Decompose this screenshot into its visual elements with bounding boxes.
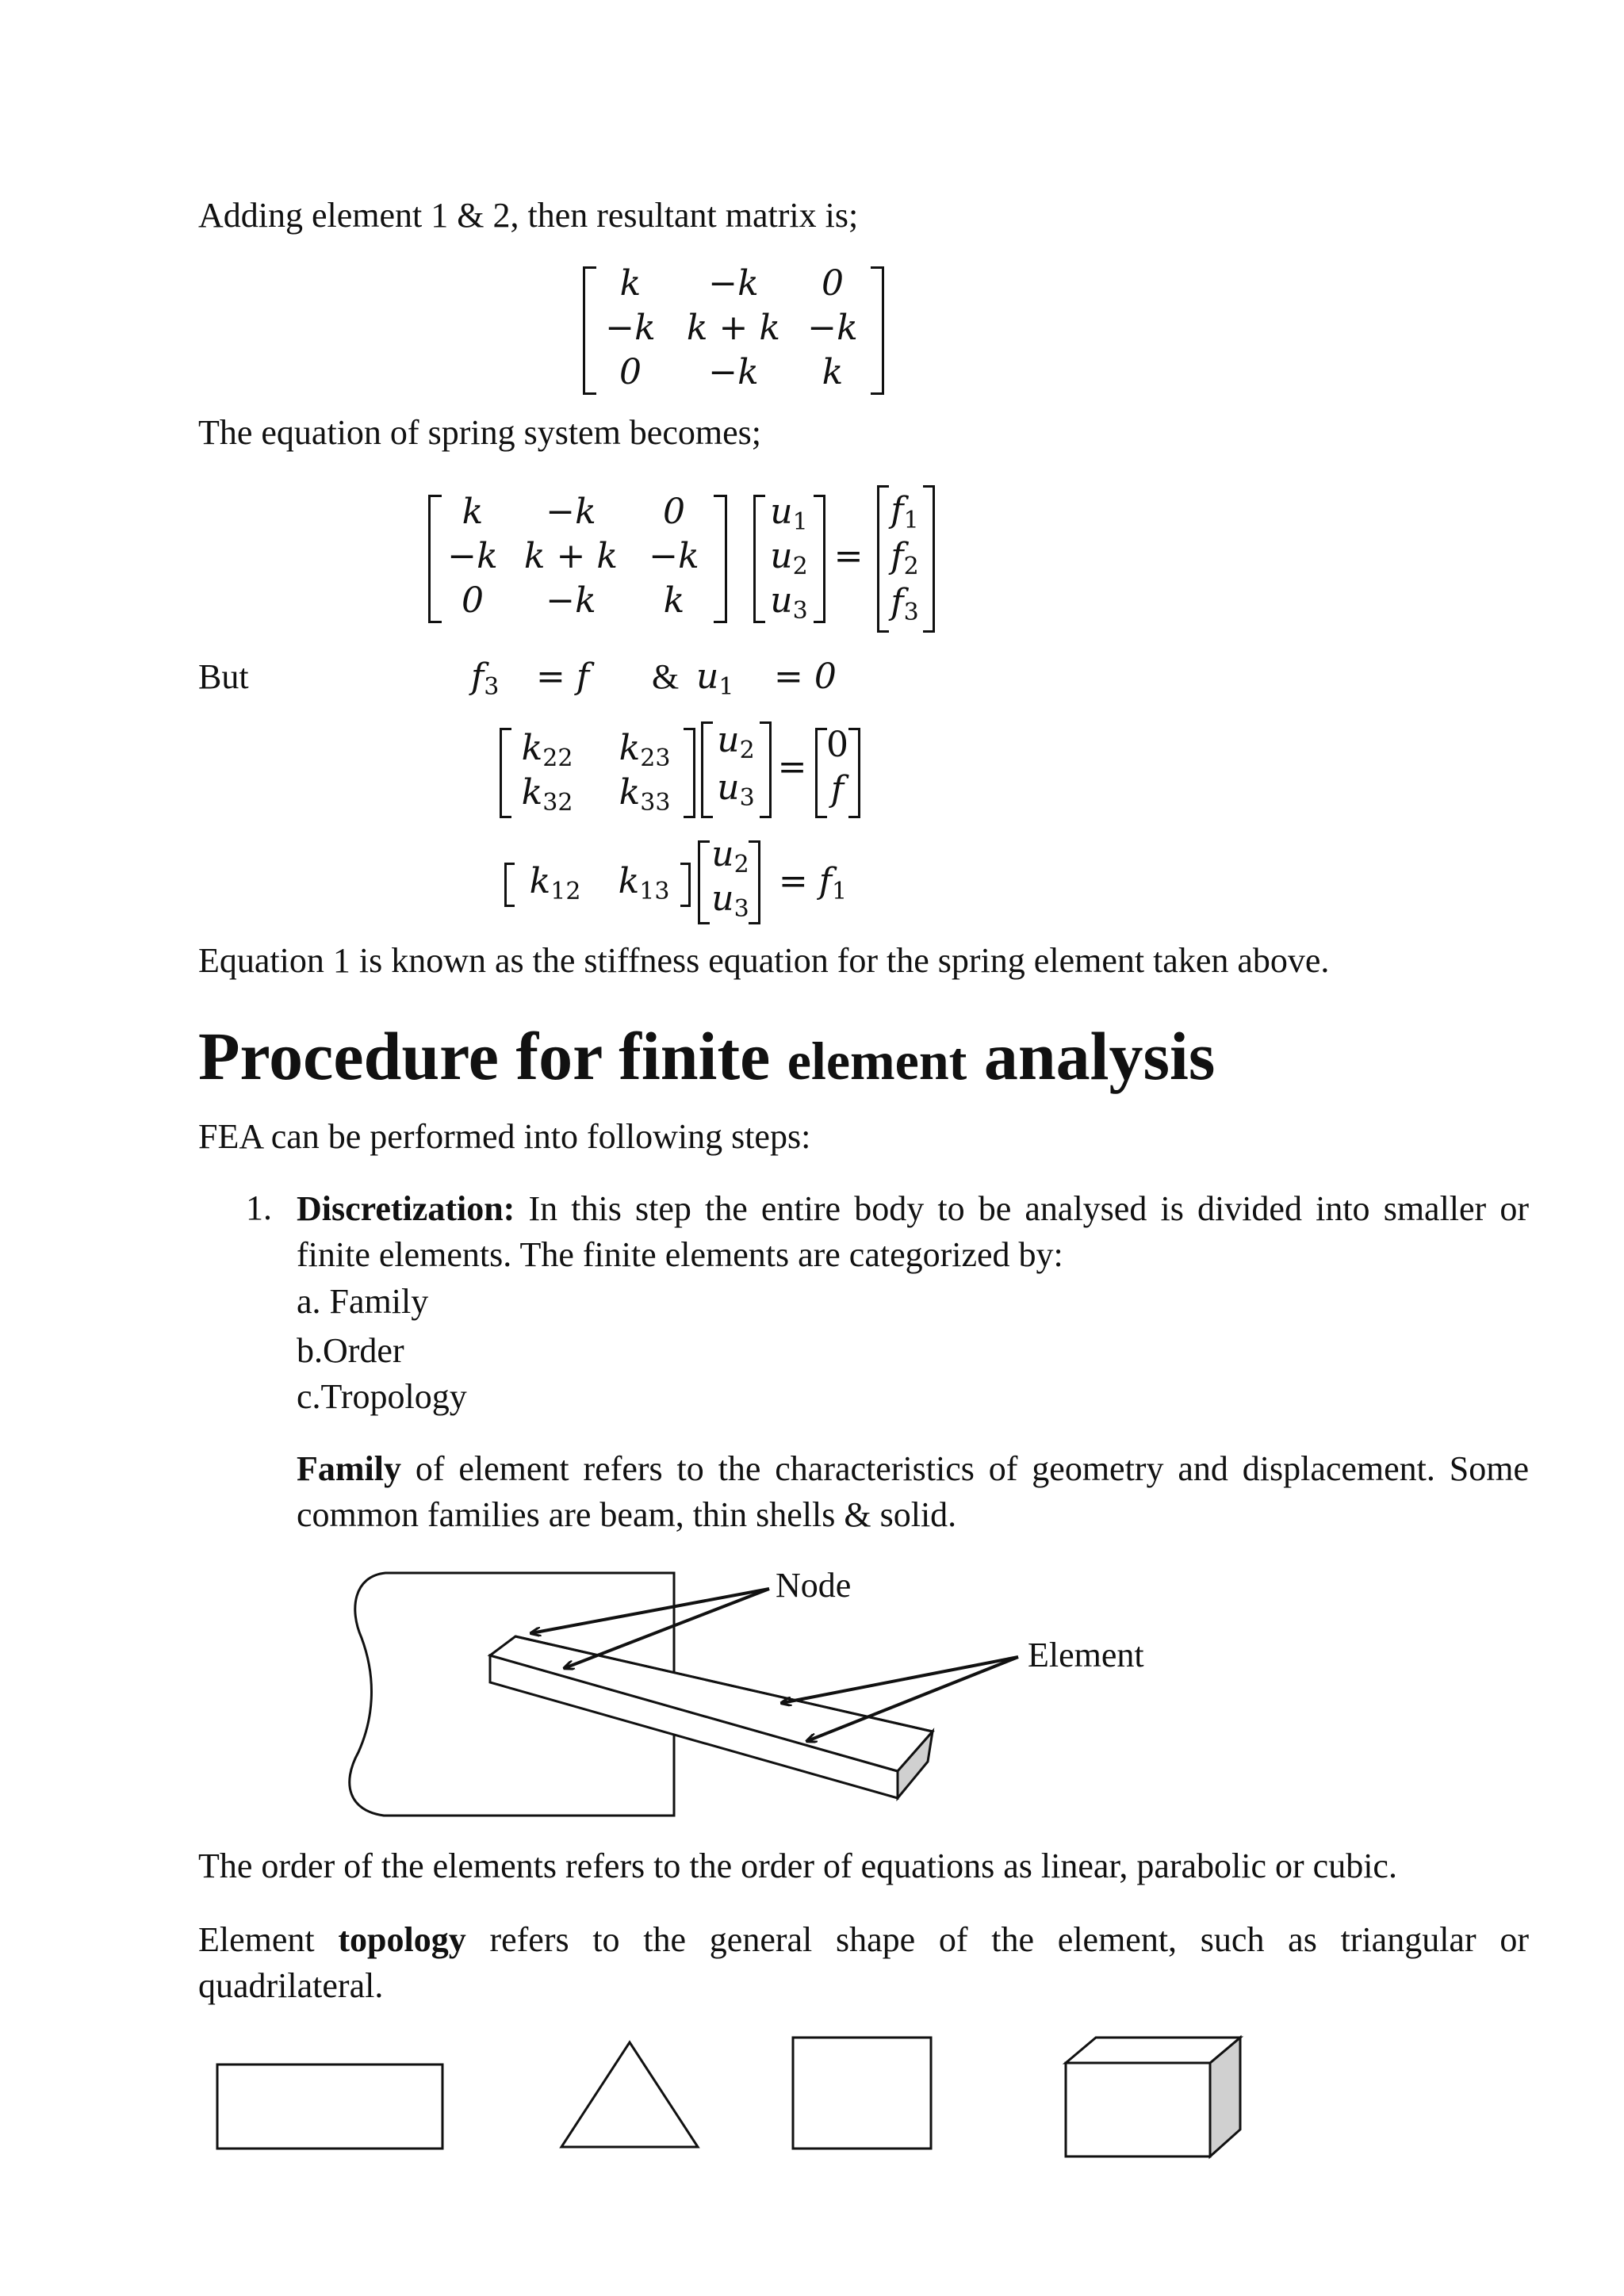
matrix-cell: 0 [462, 580, 484, 621]
cube-front-face [1066, 2063, 1210, 2156]
category-family: a. Family [297, 1282, 429, 1321]
matrix-cell: −k [649, 536, 699, 576]
topology-text: refers to the general shape of the element, such as triangular or quadrilateral. [198, 1920, 1530, 2005]
element-label: Element [1028, 1636, 1144, 1674]
cube-top-face [1066, 2038, 1240, 2063]
category-topology: c.Tropology [297, 1377, 467, 1416]
condition-f3: $f_3$ [471, 656, 500, 701]
step-number: 1. [246, 1188, 272, 1227]
matrix-cell: k [663, 580, 685, 621]
triangle-shape [561, 2042, 698, 2147]
matrix-cell: −k [708, 352, 759, 392]
matrix-cell: −k [546, 492, 596, 532]
matrix-cell: 0 [822, 263, 844, 304]
matrix-cell: $k_{33}$ [619, 772, 671, 817]
vector-cell: $u_2$ [770, 536, 808, 580]
fea-steps-text: FEA can be performed into following steps: [198, 1117, 811, 1156]
vector-cell: $u_3$ [711, 878, 749, 923]
intro-text: Adding element 1 & 2, then resultant matrix is; [198, 196, 859, 235]
category-order: b.Order [297, 1331, 404, 1370]
discretization-label: Discretization: [297, 1189, 515, 1228]
matrix-cell: k [462, 492, 484, 532]
node-arrow [531, 1589, 769, 1633]
family-text: of element refers to the characteristics of geometry and displacement. Some common families are beam, thin shells & solid. [297, 1449, 1529, 1534]
vector-cell: $f_1$ [891, 490, 919, 534]
equals-sign: = [833, 536, 864, 576]
but-label: But [198, 657, 249, 696]
matrix-cell: −k [605, 308, 656, 348]
condition-amp: & [652, 657, 680, 696]
equals-sign: = [777, 747, 807, 787]
heading-part: analysis [967, 1018, 1216, 1094]
matrix-cell: 0 [663, 492, 685, 532]
equation-becomes-text: The equation of spring system becomes; [198, 413, 761, 452]
family-label: Family [297, 1449, 401, 1488]
node-label: Node [776, 1566, 852, 1605]
condition-u1: $u_1$ [696, 656, 734, 701]
vector-cell: $u_1$ [770, 492, 808, 536]
reaction-rhs: = $f_1$ [778, 861, 848, 905]
matrix-cell: −k [447, 536, 498, 576]
heading-part: Procedure for finite [198, 1018, 787, 1094]
vector-cell: $u_3$ [717, 767, 755, 812]
node-arrow [565, 1589, 769, 1668]
beam-top-face [490, 1636, 933, 1771]
vector-cell: $f_2$ [891, 536, 919, 580]
vector-cell: $u_2$ [711, 834, 749, 878]
matrix-cell: $k_{12}$ [529, 861, 581, 905]
matrix-cell: $k_{13}$ [618, 861, 670, 905]
order-text: The order of the elements refers to the order of equations as linear, parabolic or cubic. [198, 1846, 1397, 1885]
condition-eq1: = f [536, 656, 590, 697]
condition-eq2: = 0 [774, 656, 837, 697]
vector-cell: $f_3$ [891, 582, 919, 626]
matrix-cell: $k_{22}$ [521, 728, 573, 772]
vector-cell: f [830, 769, 845, 809]
vector-cell: $u_3$ [770, 580, 808, 625]
matrix-cell: −k [807, 308, 858, 348]
matrix-cell: $k_{32}$ [521, 772, 573, 817]
matrix-cell: −k [546, 580, 596, 621]
heading-part: element [787, 1031, 967, 1091]
discretization-text: In this step the entire body to be analysed is divided into smaller or finite elements. The finite elements are categorized by: [297, 1189, 1529, 1274]
matrix-cell: −k [708, 263, 759, 304]
topology-paragraph [198, 1917, 1529, 2009]
topology-label: topology [338, 1920, 466, 1959]
vector-cell: $u_2$ [717, 720, 755, 764]
topology-pre: Element [198, 1920, 339, 1959]
matrix-cell: k + k [686, 308, 781, 348]
equation-note: Equation 1 is known as the stiffness equation for the spring element taken above. [198, 941, 1330, 980]
matrix-cell: k [619, 263, 642, 304]
matrix-cell: k [822, 352, 844, 392]
element-arrow [782, 1657, 1018, 1703]
matrix-cell: 0 [619, 352, 642, 392]
square-shape [793, 2038, 931, 2149]
matrix-cell: $k_{23}$ [619, 728, 671, 772]
rectangle-shape [217, 2064, 442, 2149]
vector-cell: 0 [826, 725, 848, 765]
matrix-cell: k + k [523, 536, 619, 576]
